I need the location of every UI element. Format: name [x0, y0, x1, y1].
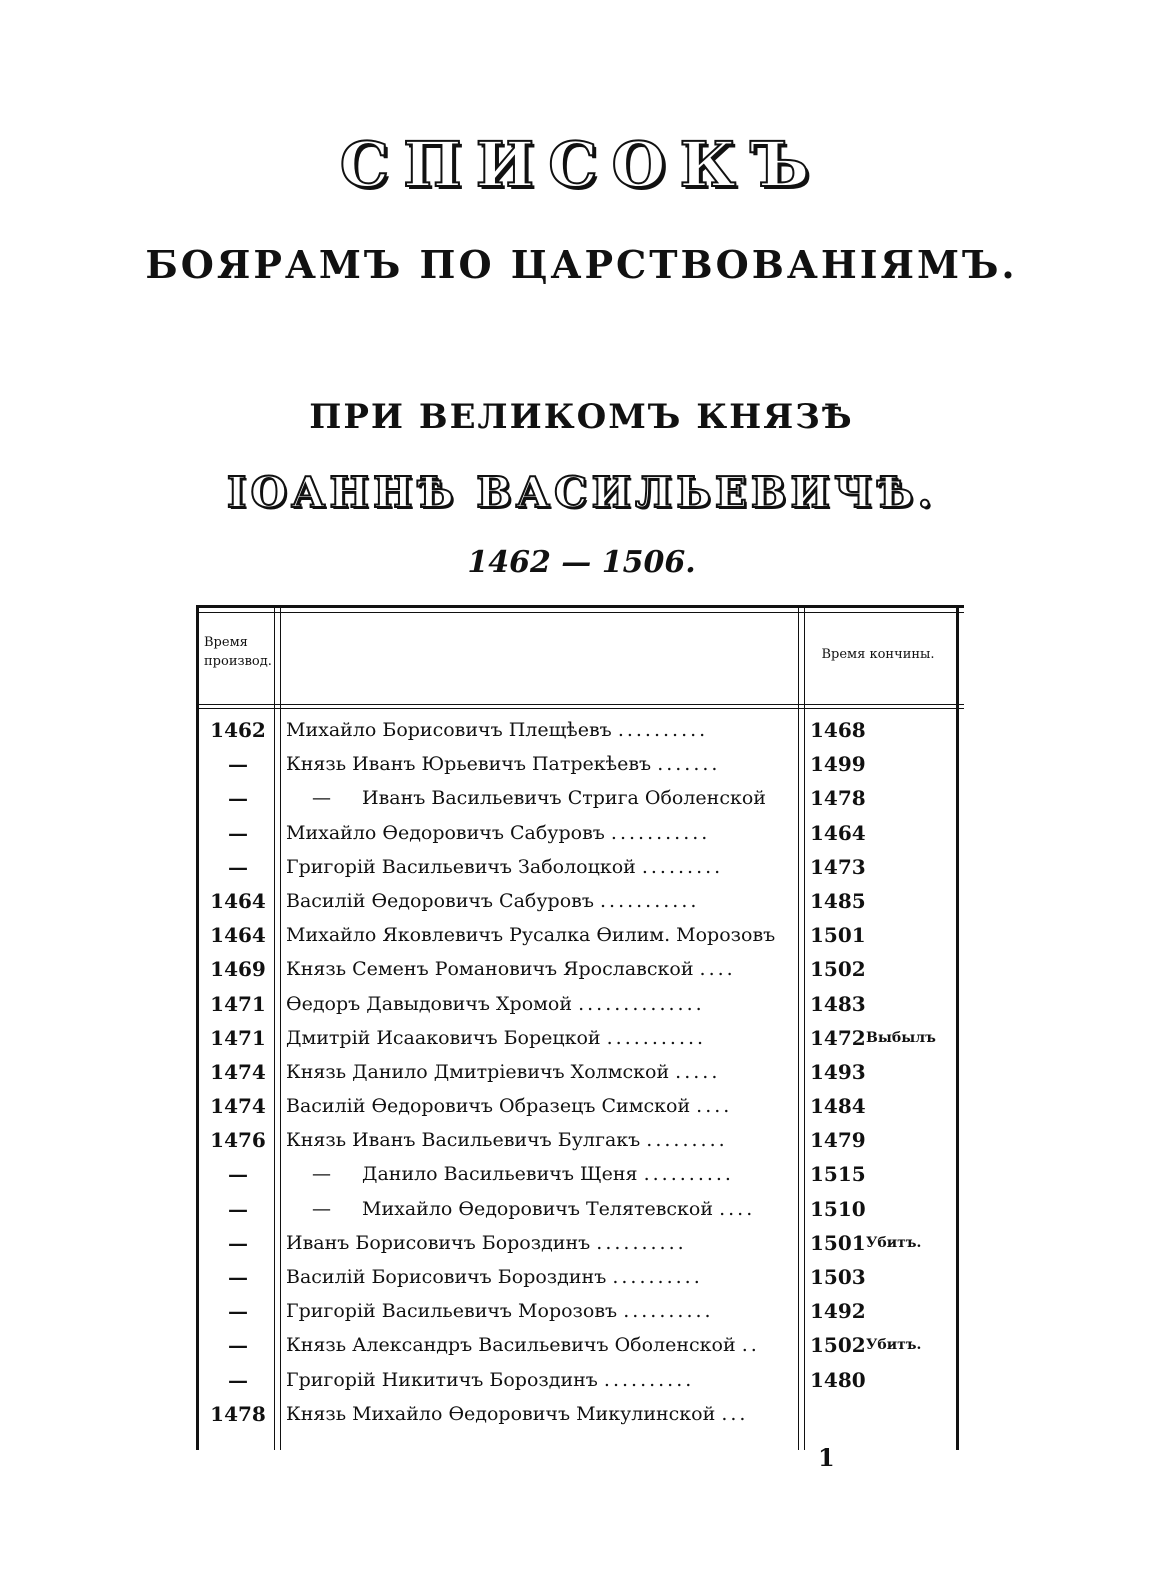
boyar-name	[286, 1294, 794, 1328]
start-year: 1462	[210, 718, 266, 742]
column-header-end: Время кончины.	[821, 647, 935, 662]
boyar-name-text: Василій Ѳедоровичъ Образецъ Симской	[286, 1095, 691, 1118]
start-year: —	[228, 1196, 248, 1221]
end-year: 1502	[810, 1333, 866, 1358]
start-year: 1474	[210, 1059, 266, 1084]
table-row	[196, 1123, 964, 1157]
boyar-name	[286, 1226, 794, 1260]
boyar-name	[286, 713, 794, 747]
boyar-name	[286, 884, 794, 918]
start-year: —	[228, 1333, 248, 1358]
boyar-name	[286, 952, 794, 986]
leader-dots: ..........	[596, 1231, 687, 1254]
boyar-name	[286, 987, 794, 1021]
end-year: 1501	[810, 1230, 866, 1255]
header-rule-inner	[196, 708, 964, 709]
boyar-name	[286, 781, 794, 815]
boyar-name-text: Михайло Ѳедоровичъ Телятевской	[362, 1197, 714, 1220]
boyar-name-text: Иванъ Борисовичъ Бороздинъ	[286, 1231, 591, 1254]
boyar-name-text: Князь Иванъ Васильевичъ Булгакъ	[286, 1129, 641, 1152]
boyar-name-text: Василій Борисовичъ Бороздинъ	[286, 1266, 607, 1288]
reign-heading-line2: ІОАННѢ ВАСИЛЬЕВИЧѢ.	[226, 468, 937, 517]
leader-dots: ...	[721, 1402, 749, 1425]
boyar-name	[286, 1089, 794, 1123]
end-year: 1493	[810, 1059, 866, 1084]
start-year: —	[228, 854, 248, 879]
leader-dots: ..........	[623, 1300, 714, 1323]
boyar-name-text: Григорій Васильевичъ Морозовъ	[286, 1300, 618, 1323]
table-row	[196, 952, 964, 986]
leader-dots: ....	[696, 1095, 733, 1118]
table-row	[196, 1397, 964, 1431]
leader-dots: ..........	[603, 1368, 695, 1391]
boyar-name-text: Михайло Борисовичъ Плещѣевъ	[286, 719, 612, 741]
table-row	[196, 987, 964, 1021]
table-row	[196, 918, 964, 952]
start-year: 1471	[210, 991, 266, 1016]
page-number: 1	[818, 1443, 835, 1472]
boyar-name	[286, 1363, 794, 1397]
table-row	[196, 747, 964, 781]
table-top-rule-inner	[196, 612, 964, 613]
table-row	[196, 1260, 964, 1294]
leader-dots: ..............	[578, 992, 705, 1015]
table-row	[196, 850, 964, 884]
boyar-name-text: Ѳедоръ Давыдовичъ Хромой	[286, 992, 573, 1015]
page-title: СПИСОКЪ	[339, 128, 824, 201]
start-year: —	[228, 786, 248, 811]
end-year: 1484	[810, 1094, 866, 1119]
leader-dots: ...........	[610, 821, 711, 844]
end-year: 1472	[810, 1025, 866, 1050]
end-year: 1501	[810, 923, 866, 948]
start-year: 1474	[210, 1094, 266, 1119]
end-note: Убитъ.	[866, 1337, 922, 1354]
end-year: 1479	[810, 1128, 866, 1153]
boyar-name	[286, 747, 794, 781]
table-body	[196, 713, 964, 1431]
start-year: 1478	[210, 1401, 266, 1426]
table-row	[196, 1055, 964, 1089]
boyar-name	[286, 850, 794, 884]
start-year: —	[228, 1299, 248, 1324]
start-year: —	[228, 1230, 248, 1255]
reign-years: 1462 — 1506.	[467, 545, 696, 580]
boyar-name	[286, 1123, 794, 1157]
boyars-table	[196, 605, 964, 1450]
ditto-dash: —	[312, 1197, 331, 1220]
start-year: 1469	[210, 957, 266, 982]
boyar-name	[286, 816, 794, 850]
header-rule	[196, 704, 964, 705]
start-year: 1476	[210, 1128, 266, 1153]
table-row	[196, 1089, 964, 1123]
boyar-name-text: Князь Александръ Васильевичъ Оболенской	[286, 1334, 736, 1357]
table-row	[196, 1157, 964, 1191]
reign-heading-line1: ПРИ ВЕЛИКОМЪ КНЯЗѢ	[309, 397, 854, 437]
boyar-name-text: Михайло Ѳедоровичъ Сабуровъ	[286, 821, 605, 844]
boyar-name-text: Василій Ѳедоровичъ Сабуровъ	[286, 889, 594, 912]
table-row	[196, 1328, 964, 1362]
boyar-name-text: Дмитрій Исааковичъ Борецкой	[286, 1026, 601, 1049]
leader-dots: ..........	[643, 1163, 734, 1186]
end-year: 1468	[810, 718, 866, 742]
end-year: 1473	[810, 854, 866, 879]
table-top-rule	[196, 605, 964, 608]
leader-dots: ....	[699, 958, 736, 981]
start-year: —	[228, 1265, 248, 1289]
table-row	[196, 884, 964, 918]
boyar-name	[286, 1021, 794, 1055]
start-year: 1471	[210, 1025, 266, 1050]
leader-dots: ..........	[617, 719, 709, 741]
end-note: Убитъ.	[866, 1234, 922, 1251]
leader-dots: .........	[646, 1129, 728, 1152]
table-row	[196, 1363, 964, 1397]
table-row	[196, 1192, 964, 1226]
table-row	[196, 1021, 964, 1055]
end-year: 1485	[810, 888, 866, 913]
leader-dots: ...........	[606, 1026, 707, 1049]
end-year: 1478	[810, 786, 866, 811]
leader-dots: ..	[741, 1334, 760, 1357]
leader-dots: ...........	[599, 889, 700, 912]
end-year: 1510	[810, 1196, 866, 1221]
end-year: 1480	[810, 1367, 866, 1392]
column-header-start: Время производ.	[204, 635, 272, 669]
boyar-name	[286, 918, 794, 952]
start-year: 1464	[210, 888, 266, 913]
boyar-name	[286, 1260, 794, 1294]
start-year: —	[228, 752, 248, 777]
leader-dots: ..........	[612, 1266, 703, 1288]
leader-dots: .......	[657, 753, 721, 776]
boyar-name	[286, 1397, 794, 1431]
ditto-dash: —	[312, 787, 331, 810]
boyar-name	[286, 1055, 794, 1089]
boyar-name	[286, 1328, 794, 1362]
boyar-name-text: Данило Васильевичъ Щеня	[362, 1163, 638, 1186]
boyar-name-text: Князь Семенъ Романовичъ Ярославской	[286, 958, 694, 981]
boyar-name-text: Князь Михайло Ѳедоровичъ Микулинской	[286, 1402, 716, 1425]
table-row	[196, 1226, 964, 1260]
end-year: 1483	[810, 991, 866, 1016]
boyar-name-text: Григорій Васильевичъ Заболоцкой	[286, 855, 636, 878]
start-year: 1464	[210, 923, 266, 948]
end-year: 1492	[810, 1299, 866, 1324]
start-year: —	[228, 1367, 248, 1392]
end-year: 1515	[810, 1162, 866, 1187]
end-note: Выбылъ	[866, 1029, 936, 1046]
start-year: —	[228, 820, 248, 845]
boyar-name-text: Князь Иванъ Юрьевичъ Патрекѣевъ	[286, 753, 652, 776]
leader-dots: .........	[641, 855, 724, 878]
boyar-name	[286, 1192, 794, 1226]
boyar-name-text: Иванъ Васильевичъ Стрига Оболенской	[362, 787, 766, 810]
end-year: 1499	[810, 752, 866, 777]
boyar-name	[286, 1157, 794, 1191]
table-row	[196, 816, 964, 850]
boyar-name-text: Михайло Яковлевичъ Русалка Ѳилим. Морозовъ	[286, 924, 776, 947]
boyar-name-text: Григорій Никитичъ Бороздинъ	[286, 1368, 598, 1391]
end-year: 1502	[810, 957, 866, 982]
end-year: 1464	[810, 820, 866, 845]
page-subtitle: БОЯРАМЪ ПО ЦАРСТВОВАНІЯМЪ.	[145, 242, 1018, 287]
leader-dots: .....	[675, 1060, 721, 1083]
table-row	[196, 781, 964, 815]
start-year: —	[228, 1162, 248, 1187]
table-row	[196, 713, 964, 747]
end-year: 1503	[810, 1265, 866, 1289]
leader-dots: ....	[719, 1197, 756, 1220]
ditto-dash: —	[312, 1163, 331, 1186]
table-row	[196, 1294, 964, 1328]
boyar-name-text: Князь Данило Дмитріевичъ Холмской	[286, 1060, 670, 1083]
